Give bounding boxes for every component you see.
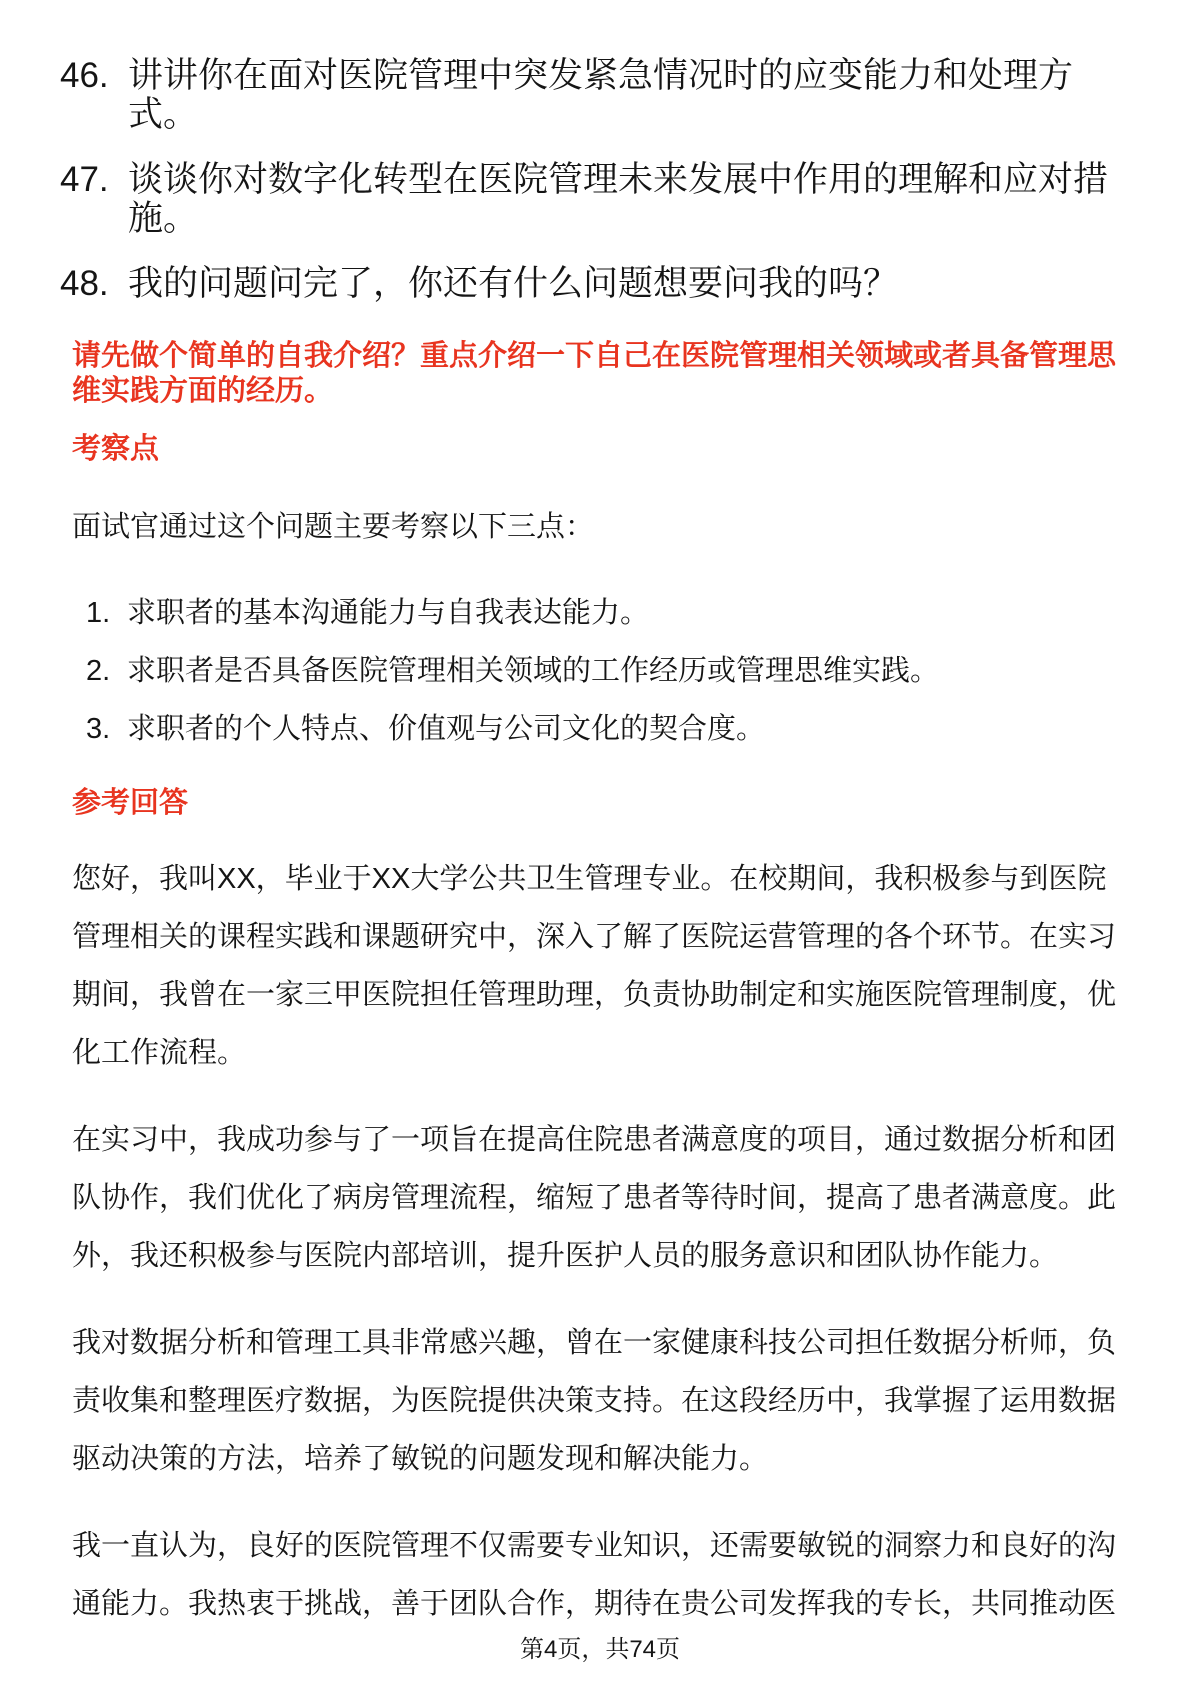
question-item (60, 160, 1118, 238)
question-item (60, 264, 1118, 303)
question-item (60, 56, 1118, 134)
question-text: 我的问题问完了，你还有什么问题想要问我的吗？ (128, 264, 899, 303)
focus-point-text: 求职者的基本沟通能力与自我表达能力。 (127, 597, 650, 629)
focus-point-list (86, 584, 1086, 758)
focus-point-text: 求职者是否具备医院管理相关领域的工作经历或管理思维实践。 (127, 655, 940, 687)
question-number: 46. (60, 56, 109, 95)
answer-body (72, 850, 1128, 1633)
focus-intro: 面试官通过这个问题主要考察以下三点： (72, 511, 595, 543)
focus-point (86, 700, 1086, 758)
focus-heading: 考察点 (72, 433, 160, 465)
focus-point (86, 584, 1086, 642)
interview-question-title: 请先做个简单的自我介绍？重点介绍一下自己在医院管理相关领域或者具备管理思维实践方面的经历。 (72, 340, 1117, 407)
answer-paragraph: 在实习中，我成功参与了一项旨在提高住院患者满意度的项目，通过数据分析和团队协作，我们优化了病房管理流程，缩短了患者等待时间，提高了患者满意度。此外，我还积极参与医院内部培训，提升医护人员的服务意识和团队协作能力。 (72, 1124, 1117, 1272)
focus-point-number: 1. (86, 597, 111, 629)
answer-heading: 参考回答 (72, 787, 189, 819)
question-number: 47. (60, 160, 109, 199)
answer-paragraph: 您好，我叫XX，毕业于XX大学公共卫生管理专业。在校期间，我积极参与到医院管理相关的课程实践和课题研究中，深入了解了医院运营管理的各个环节。在实习期间，我曾在一家三甲医院担任管理助理，负责协助制定和实施医院管理制度，优化工作流程。 (72, 863, 1117, 1069)
focus-point-text: 求职者的个人特点、价值观与公司文化的契合度。 (127, 713, 766, 745)
page-footer: 第4页，共74页 (519, 1636, 681, 1663)
focus-point (86, 642, 1086, 700)
focus-point-number: 2. (86, 655, 111, 687)
question-text: 谈谈你对数字化转型在医院管理未来发展中作用的理解和应对措施。 (128, 160, 1109, 238)
question-number: 48. (60, 264, 109, 303)
question-list (60, 56, 1118, 329)
answer-paragraph: 我对数据分析和管理工具非常感兴趣，曾在一家健康科技公司担任数据分析师，负责收集和整理医疗数据，为医院提供决策支持。在这段经历中，我掌握了运用数据驱动决策的方法，培养了敏锐的问题发现和解决能力。 (72, 1327, 1117, 1475)
answer-paragraph: 我一直认为，良好的医院管理不仅需要专业知识，还需要敏锐的洞察力和良好的沟通能力。我热衷于挑战，善于团队合作，期待在贵公司发挥我的专长，共同推动医 (72, 1530, 1117, 1620)
question-text: 讲讲你在面对医院管理中突发紧急情况时的应变能力和处理方式。 (128, 56, 1074, 134)
focus-point-number: 3. (86, 713, 111, 745)
